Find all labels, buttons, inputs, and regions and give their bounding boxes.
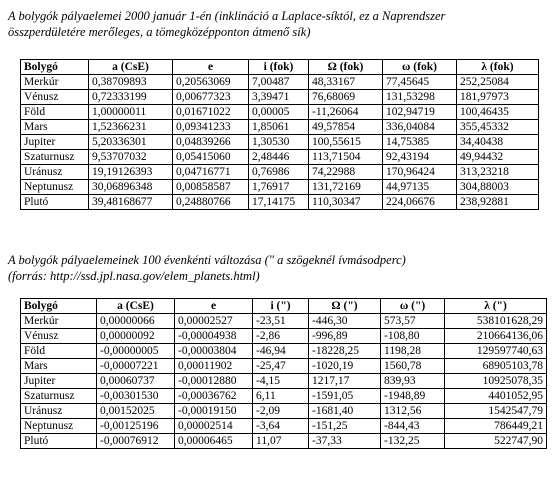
value-cell: -0,00076912 [97, 434, 175, 449]
planet-name-cell: Vénusz [21, 90, 89, 105]
planet-name-cell: Plutó [21, 195, 89, 210]
value-cell: 0,00677323 [173, 90, 249, 105]
value-cell: -46,94 [253, 344, 309, 359]
header-cell: ω (fok) [383, 60, 457, 75]
value-cell: 573,57 [381, 314, 445, 329]
value-cell: 181,97973 [457, 90, 539, 105]
table-header-row [21, 299, 547, 314]
value-cell: 0,00858587 [173, 180, 249, 195]
table-row [21, 195, 539, 210]
value-cell: -25,47 [253, 359, 309, 374]
header-cell: Ω (fok) [309, 60, 383, 75]
value-cell: 0,76986 [249, 165, 309, 180]
value-cell: 170,96424 [383, 165, 457, 180]
value-cell: 3,39471 [249, 90, 309, 105]
value-cell: 0,00060737 [97, 374, 175, 389]
value-cell: 19,19126393 [89, 165, 173, 180]
value-cell: 68905103,78 [445, 359, 547, 374]
table-row [21, 135, 539, 150]
value-cell: 30,06896348 [89, 180, 173, 195]
table-row [21, 329, 547, 344]
value-cell: -0,00007221 [97, 359, 175, 374]
value-cell: -0,00000005 [97, 344, 175, 359]
header-cell: Bolygó [21, 299, 97, 314]
value-cell: -0,00125196 [97, 419, 175, 434]
value-cell: 1312,56 [381, 404, 445, 419]
value-cell: 48,33167 [309, 75, 383, 90]
value-cell: 102,94719 [383, 105, 457, 120]
value-cell: 0,00005 [249, 105, 309, 120]
planet-name-cell: Uránusz [21, 165, 89, 180]
value-cell: -2,09 [253, 404, 309, 419]
value-cell: 0,04839266 [173, 135, 249, 150]
value-cell: 5,20336301 [89, 135, 173, 150]
value-cell: 1,30530 [249, 135, 309, 150]
value-cell: 0,00000066 [97, 314, 175, 329]
value-cell: 76,68069 [309, 90, 383, 105]
value-cell: 0,04716771 [173, 165, 249, 180]
value-cell: 0,72333199 [89, 90, 173, 105]
table-row [21, 90, 539, 105]
value-cell: 7,00487 [249, 75, 309, 90]
table-row [21, 75, 539, 90]
value-cell: -2,86 [253, 329, 309, 344]
value-cell: -1948,89 [381, 389, 445, 404]
value-cell: 355,45332 [457, 120, 539, 135]
value-cell: 0,00002527 [175, 314, 253, 329]
value-cell: 17,14175 [249, 195, 309, 210]
planet-name-cell: Neptunusz [21, 419, 97, 434]
table-row [21, 404, 547, 419]
value-cell: 1,85061 [249, 120, 309, 135]
table2-caption-line1: A bolygók pályaelemeinek 100 évenkénti változása (" a szögeknél ívmásodperc) [8, 253, 406, 267]
value-cell: 238,92881 [457, 195, 539, 210]
value-cell: -1020,19 [309, 359, 381, 374]
value-cell: -0,00036762 [175, 389, 253, 404]
planet-name-cell: Jupiter [21, 374, 97, 389]
planet-name-cell: Merkúr [21, 314, 97, 329]
value-cell: -0,00004938 [175, 329, 253, 344]
table1-caption [8, 8, 445, 40]
table1-caption-line1: A bolygók pályaelemei 2000 január 1-én (inklináció a Laplace-síktól, ez a Naprendszer [8, 9, 446, 23]
value-cell: 0,09341233 [173, 120, 249, 135]
planet-name-cell: Merkúr [21, 75, 89, 90]
value-cell: -18228,25 [309, 344, 381, 359]
value-cell: 34,40438 [457, 135, 539, 150]
table2-caption-line2: (forrás: http://ssd.jpl.nasa.gov/elem_planets.html) [8, 269, 260, 283]
header-cell: λ (fok) [457, 60, 539, 75]
value-cell: 1198,28 [381, 344, 445, 359]
value-cell: 0,05415060 [173, 150, 249, 165]
value-cell: 1560,78 [381, 359, 445, 374]
value-cell: 44,97135 [383, 180, 457, 195]
value-cell: 252,25084 [457, 75, 539, 90]
value-cell: -37,33 [309, 434, 381, 449]
table-row [21, 389, 547, 404]
table2-caption [8, 252, 406, 284]
value-cell: 786449,21 [445, 419, 547, 434]
header-cell: a (CsE) [89, 60, 173, 75]
value-cell: 0,00152025 [97, 404, 175, 419]
value-cell: 224,06676 [383, 195, 457, 210]
value-cell: -844,43 [381, 419, 445, 434]
value-cell: -0,00012880 [175, 374, 253, 389]
value-cell: 92,43194 [383, 150, 457, 165]
planet-name-cell: Föld [21, 344, 97, 359]
value-cell: 131,53298 [383, 90, 457, 105]
value-cell: 839,93 [381, 374, 445, 389]
table-row [21, 374, 547, 389]
value-cell: -132,25 [381, 434, 445, 449]
value-cell: -1591,05 [309, 389, 381, 404]
value-cell: -3,64 [253, 419, 309, 434]
value-cell: 304,88003 [457, 180, 539, 195]
header-cell: e [175, 299, 253, 314]
value-cell: -0,00019150 [175, 404, 253, 419]
table-row [21, 359, 547, 374]
value-cell: 1,00000011 [89, 105, 173, 120]
value-cell: 131,72169 [309, 180, 383, 195]
table-row [21, 150, 539, 165]
planet-name-cell: Föld [21, 105, 89, 120]
value-cell: -23,51 [253, 314, 309, 329]
header-cell: a (CsE) [97, 299, 175, 314]
header-cell: i (fok) [249, 60, 309, 75]
value-cell: -996,89 [309, 329, 381, 344]
value-cell: 0,00000092 [97, 329, 175, 344]
value-cell: 0,38709893 [89, 75, 173, 90]
value-cell: -0,00301530 [97, 389, 175, 404]
header-cell: i (") [253, 299, 309, 314]
value-cell: 2,48446 [249, 150, 309, 165]
planet-name-cell: Mars [21, 359, 97, 374]
value-cell: 14,75385 [383, 135, 457, 150]
value-cell: 49,57854 [309, 120, 383, 135]
planet-name-cell: Szaturnusz [21, 389, 97, 404]
orbital-element-rates-table [20, 298, 547, 449]
value-cell: -151,25 [309, 419, 381, 434]
table-row [21, 419, 547, 434]
value-cell: 1,52366231 [89, 120, 173, 135]
planet-name-cell: Szaturnusz [21, 150, 89, 165]
value-cell: 9,53707032 [89, 150, 173, 165]
table-header-row [21, 60, 539, 75]
planet-name-cell: Jupiter [21, 135, 89, 150]
value-cell: 1542547,79 [445, 404, 547, 419]
planet-name-cell: Uránusz [21, 404, 97, 419]
table-row [21, 344, 547, 359]
planet-name-cell: Plutó [21, 434, 97, 449]
value-cell: -0,00003804 [175, 344, 253, 359]
value-cell: 336,04084 [383, 120, 457, 135]
value-cell: 0,00002514 [175, 419, 253, 434]
value-cell: 39,48168677 [89, 195, 173, 210]
value-cell: 538101628,29 [445, 314, 547, 329]
value-cell: -108,80 [381, 329, 445, 344]
table1-caption-line2: összperdületére merőleges, a tömegközépponton átmenő sík) [8, 25, 311, 39]
table-row [21, 314, 547, 329]
value-cell: 0,01671022 [173, 105, 249, 120]
value-cell: 77,45645 [383, 75, 457, 90]
planet-name-cell: Vénusz [21, 329, 97, 344]
value-cell: 0,00006465 [175, 434, 253, 449]
value-cell: 100,55615 [309, 135, 383, 150]
value-cell: -1681,40 [309, 404, 381, 419]
header-cell: ω (") [381, 299, 445, 314]
value-cell: 1,76917 [249, 180, 309, 195]
value-cell: 113,71504 [309, 150, 383, 165]
value-cell: 210664136,06 [445, 329, 547, 344]
value-cell: 313,23218 [457, 165, 539, 180]
value-cell: 522747,90 [445, 434, 547, 449]
table-row [21, 120, 539, 135]
value-cell: 11,07 [253, 434, 309, 449]
value-cell: 0,00011902 [175, 359, 253, 374]
value-cell: 0,20563069 [173, 75, 249, 90]
value-cell: 74,22988 [309, 165, 383, 180]
header-cell: e [173, 60, 249, 75]
table-row [21, 434, 547, 449]
value-cell: 4401052,95 [445, 389, 547, 404]
value-cell: 129597740,63 [445, 344, 547, 359]
value-cell: 49,94432 [457, 150, 539, 165]
table-row [21, 105, 539, 120]
table-row [21, 180, 539, 195]
planet-name-cell: Neptunusz [21, 180, 89, 195]
value-cell: 10925078,35 [445, 374, 547, 389]
value-cell: -446,30 [309, 314, 381, 329]
header-cell: λ (") [445, 299, 547, 314]
table-row [21, 165, 539, 180]
planet-name-cell: Mars [21, 120, 89, 135]
orbital-elements-table [20, 59, 539, 210]
value-cell: -11,26064 [309, 105, 383, 120]
value-cell: 100,46435 [457, 105, 539, 120]
value-cell: 1217,17 [309, 374, 381, 389]
value-cell: 0,2488076​6 [173, 195, 249, 210]
value-cell: -4,15 [253, 374, 309, 389]
value-cell: 6,11 [253, 389, 309, 404]
value-cell: 110,30347 [309, 195, 383, 210]
header-cell: Ω (") [309, 299, 381, 314]
header-cell: Bolygó [21, 60, 89, 75]
